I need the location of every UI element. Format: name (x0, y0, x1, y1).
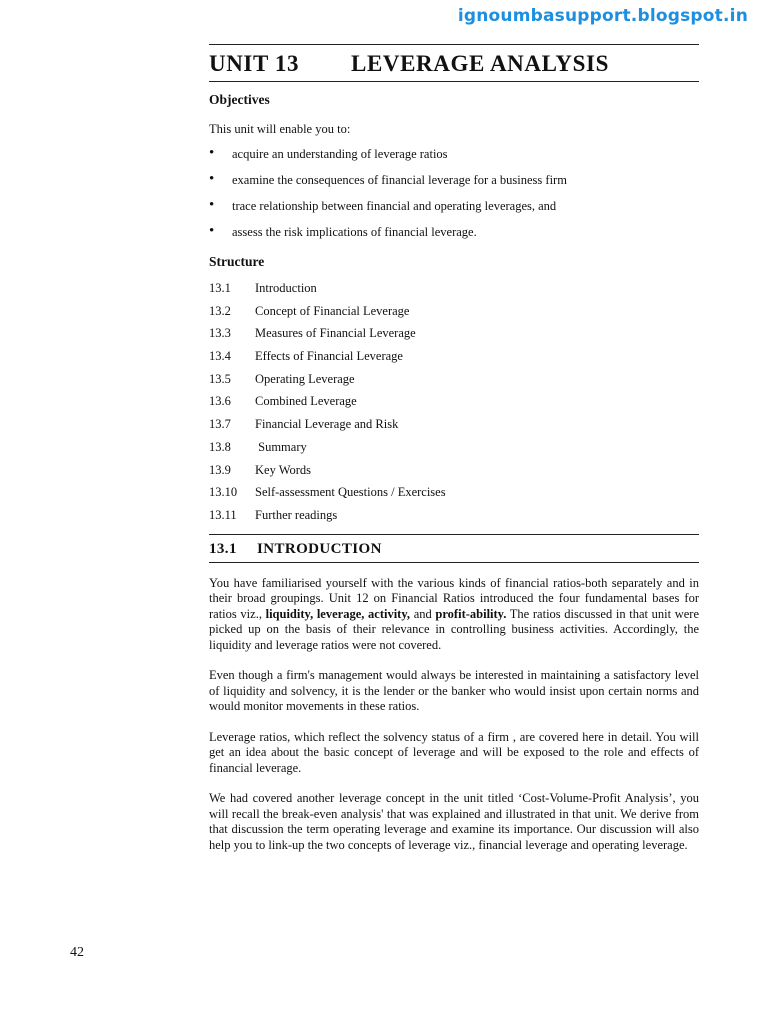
bold-ratio-bases: liquidity, leverage, activity, (265, 606, 411, 621)
objective-item: • assess the risk implications of financial leverage. (209, 225, 699, 251)
paragraph-text: You have familiarised yourself with the various kinds of financial ratios-both separately and in their broad groupings. Unit 12 on Financial Ratios introduced the four fundamental bases for ratios viz., (209, 575, 699, 621)
structure-item-label: Further readings (255, 507, 338, 522)
objectives-list (209, 147, 699, 251)
intro-paragraph-1 (209, 576, 699, 654)
structure-item-number: 13.1 (209, 281, 231, 295)
structure-heading: Structure (209, 254, 265, 269)
structure-item-number: 13.2 (209, 303, 231, 318)
structure-item (209, 394, 699, 417)
structure-item (209, 349, 699, 372)
unit-number: UNIT 13 (209, 51, 300, 76)
structure-item-label: Concept of Financial Leverage (255, 303, 410, 318)
structure-item-number: 13.8 (209, 439, 231, 454)
structure-item-label: Financial Leverage and Risk (255, 417, 399, 432)
structure-item-number: 13.4 (209, 349, 231, 364)
objective-item: • trace relationship between financial and operating leverages, and (209, 199, 699, 225)
structure-item-label: Combined Leverage (255, 394, 357, 409)
structure-item-number: 13.6 (209, 394, 231, 409)
top-rule (209, 44, 699, 45)
structure-item-number: 13.5 (209, 371, 231, 386)
structure-item-number: 13.9 (209, 462, 231, 477)
structure-item (209, 281, 699, 304)
structure-item (209, 372, 699, 395)
objectives-intro: This unit will enable you to: (209, 122, 351, 136)
objectives-heading: Objectives (209, 92, 270, 107)
paragraph-text: The ratios discussed in that unit were picked up on the basis of their relevance in controlling business activities. Accordingly, the liquidity and leverage ratios were not covered. (209, 606, 700, 652)
structure-item-number: 13.7 (209, 417, 231, 432)
structure-item (209, 485, 699, 508)
structure-item (209, 304, 699, 327)
structure-item-number: 13.10 (209, 485, 238, 500)
structure-item-number: 13.11 (209, 507, 237, 522)
structure-item-label: Introduction (255, 281, 317, 295)
document-page (209, 44, 699, 853)
section-title: INTRODUCTION (257, 540, 382, 557)
structure-item-label: Operating Leverage (255, 371, 355, 386)
intro-paragraph-4: We had covered another leverage concept in the unit titled ‘Cost-Volume-Profit Analysis’, you will recall the break-even analysis' that was explained and illustrated in that unit. We derive from that discussion the term operating leverage and examine its importance. Our discussion will also help you to link-up the two concepts of leverage viz., financial leverage and operating leverage. (209, 791, 699, 852)
intro-paragraph-2: Even though a firm's management would always be interested in maintaining a satisfactory level of liquidity and solvency, it is the lender or the banker who would insist upon certain norms and would monitor movements in these ratios. (209, 668, 699, 714)
objective-item: • examine the consequences of financial leverage for a business firm (209, 173, 699, 199)
section-bottom-rule (209, 562, 699, 563)
watermark-url: ignoumbasupport.blogspot.in (457, 6, 748, 26)
unit-name: LEVERAGE ANALYSIS (351, 51, 609, 76)
objective-item: • acquire an understanding of leverage ratios (209, 147, 699, 173)
structure-item-label: Self-assessment Questions / Exercises (255, 485, 446, 500)
structure-list (209, 281, 699, 531)
bold-profitability: profit-ability. (435, 606, 507, 621)
structure-item (209, 463, 699, 486)
structure-item (209, 508, 699, 531)
structure-item (209, 417, 699, 440)
section-heading-introduction (209, 535, 699, 562)
unit-title (209, 51, 699, 77)
structure-item-label: Effects of Financial Leverage (255, 349, 403, 364)
title-rule (209, 81, 699, 82)
intro-paragraph-3: Leverage ratios, which reflect the solvency status of a firm , are covered here in detail. You will get an idea about the basic concept of leverage and will be exposed to the role and effects of financial leverage. (209, 729, 699, 775)
section-number: 13.1 (209, 540, 237, 557)
structure-item-label: Measures of Financial Leverage (255, 326, 416, 341)
page-number: 42 (70, 945, 84, 960)
structure-item-label: Key Words (255, 462, 312, 477)
paragraph-text: and (410, 606, 436, 621)
structure-item (209, 326, 699, 349)
structure-item-label: Summary (255, 439, 307, 454)
structure-item-number: 13.3 (209, 326, 231, 341)
structure-item (209, 440, 699, 463)
